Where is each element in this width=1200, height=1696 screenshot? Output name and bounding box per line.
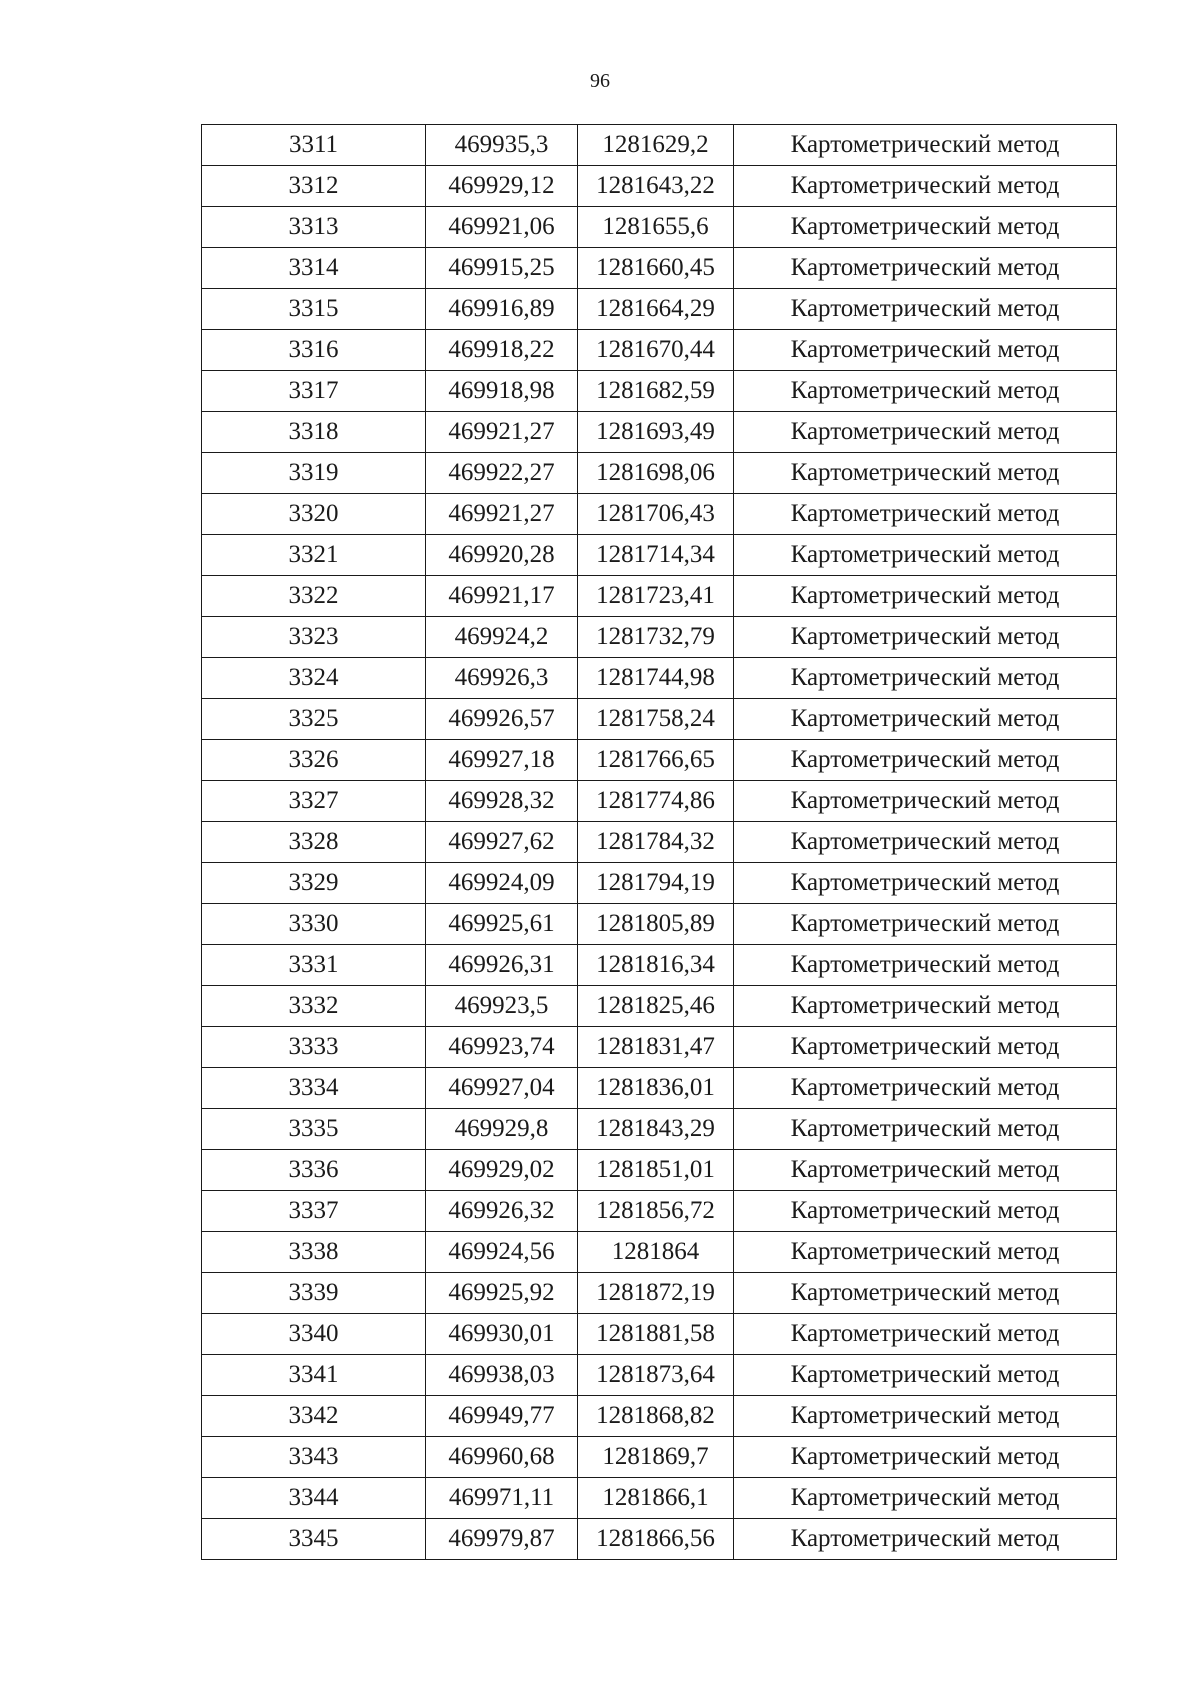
table-row (202, 1191, 1117, 1232)
point-number-cell: 3339 (202, 1273, 426, 1314)
method-cell: Картометрический метод (734, 904, 1117, 945)
method-cell: Картометрический метод (734, 863, 1117, 904)
table-row (202, 248, 1117, 289)
point-number-cell: 3325 (202, 699, 426, 740)
method-cell: Картометрический метод (734, 453, 1117, 494)
method-cell: Картометрический метод (734, 945, 1117, 986)
y-coordinate-cell: 1281805,89 (578, 904, 734, 945)
y-coordinate-cell: 1281873,64 (578, 1355, 734, 1396)
coordinates-table (201, 124, 1117, 1560)
y-coordinate-cell: 1281670,44 (578, 330, 734, 371)
x-coordinate-cell: 469918,98 (426, 371, 578, 412)
x-coordinate-cell: 469926,32 (426, 1191, 578, 1232)
table-row (202, 986, 1117, 1027)
point-number-cell: 3337 (202, 1191, 426, 1232)
table-row (202, 1519, 1117, 1560)
point-number-cell: 3331 (202, 945, 426, 986)
method-cell: Картометрический метод (734, 330, 1117, 371)
y-coordinate-cell: 1281836,01 (578, 1068, 734, 1109)
method-cell: Картометрический метод (734, 371, 1117, 412)
point-number-cell: 3327 (202, 781, 426, 822)
point-number-cell: 3338 (202, 1232, 426, 1273)
method-cell: Картометрический метод (734, 125, 1117, 166)
y-coordinate-cell: 1281643,22 (578, 166, 734, 207)
point-number-cell: 3312 (202, 166, 426, 207)
method-cell: Картометрический метод (734, 1437, 1117, 1478)
point-number-cell: 3319 (202, 453, 426, 494)
method-cell: Картометрический метод (734, 1478, 1117, 1519)
table-row (202, 1355, 1117, 1396)
table-row (202, 822, 1117, 863)
method-cell: Картометрический метод (734, 740, 1117, 781)
point-number-cell: 3326 (202, 740, 426, 781)
table-row (202, 1232, 1117, 1273)
y-coordinate-cell: 1281816,34 (578, 945, 734, 986)
point-number-cell: 3329 (202, 863, 426, 904)
method-cell: Картометрический метод (734, 1314, 1117, 1355)
y-coordinate-cell: 1281856,72 (578, 1191, 734, 1232)
x-coordinate-cell: 469971,11 (426, 1478, 578, 1519)
y-coordinate-cell: 1281851,01 (578, 1150, 734, 1191)
y-coordinate-cell: 1281866,1 (578, 1478, 734, 1519)
x-coordinate-cell: 469935,3 (426, 125, 578, 166)
point-number-cell: 3323 (202, 617, 426, 658)
y-coordinate-cell: 1281869,7 (578, 1437, 734, 1478)
point-number-cell: 3330 (202, 904, 426, 945)
table-row (202, 699, 1117, 740)
x-coordinate-cell: 469929,8 (426, 1109, 578, 1150)
point-number-cell: 3335 (202, 1109, 426, 1150)
y-coordinate-cell: 1281784,32 (578, 822, 734, 863)
x-coordinate-cell: 469922,27 (426, 453, 578, 494)
coordinates-table-body (202, 125, 1117, 1560)
table-row (202, 371, 1117, 412)
x-coordinate-cell: 469921,17 (426, 576, 578, 617)
point-number-cell: 3333 (202, 1027, 426, 1068)
method-cell: Картометрический метод (734, 494, 1117, 535)
x-coordinate-cell: 469921,27 (426, 412, 578, 453)
x-coordinate-cell: 469918,22 (426, 330, 578, 371)
method-cell: Картометрический метод (734, 1355, 1117, 1396)
table-row (202, 1273, 1117, 1314)
table-row (202, 289, 1117, 330)
table-row (202, 658, 1117, 699)
table-row (202, 740, 1117, 781)
point-number-cell: 3320 (202, 494, 426, 535)
x-coordinate-cell: 469921,06 (426, 207, 578, 248)
table-row (202, 1396, 1117, 1437)
x-coordinate-cell: 469926,3 (426, 658, 578, 699)
method-cell: Картометрический метод (734, 1068, 1117, 1109)
point-number-cell: 3332 (202, 986, 426, 1027)
method-cell: Картометрический метод (734, 1273, 1117, 1314)
method-cell: Картометрический метод (734, 1396, 1117, 1437)
x-coordinate-cell: 469926,31 (426, 945, 578, 986)
x-coordinate-cell: 469949,77 (426, 1396, 578, 1437)
table-row (202, 1150, 1117, 1191)
method-cell: Картометрический метод (734, 781, 1117, 822)
table-row (202, 125, 1117, 166)
method-cell: Картометрический метод (734, 699, 1117, 740)
method-cell: Картометрический метод (734, 166, 1117, 207)
x-coordinate-cell: 469921,27 (426, 494, 578, 535)
point-number-cell: 3322 (202, 576, 426, 617)
point-number-cell: 3318 (202, 412, 426, 453)
table-row (202, 863, 1117, 904)
table-row (202, 617, 1117, 658)
point-number-cell: 3344 (202, 1478, 426, 1519)
table-row (202, 904, 1117, 945)
x-coordinate-cell: 469925,92 (426, 1273, 578, 1314)
x-coordinate-cell: 469929,02 (426, 1150, 578, 1191)
table-row (202, 945, 1117, 986)
method-cell: Картометрический метод (734, 1027, 1117, 1068)
x-coordinate-cell: 469925,61 (426, 904, 578, 945)
table-row (202, 535, 1117, 576)
y-coordinate-cell: 1281864 (578, 1232, 734, 1273)
table-row (202, 453, 1117, 494)
method-cell: Картометрический метод (734, 822, 1117, 863)
table-row (202, 412, 1117, 453)
point-number-cell: 3314 (202, 248, 426, 289)
method-cell: Картометрический метод (734, 617, 1117, 658)
table-row (202, 330, 1117, 371)
y-coordinate-cell: 1281774,86 (578, 781, 734, 822)
table-row (202, 1109, 1117, 1150)
x-coordinate-cell: 469924,2 (426, 617, 578, 658)
x-coordinate-cell: 469915,25 (426, 248, 578, 289)
y-coordinate-cell: 1281655,6 (578, 207, 734, 248)
point-number-cell: 3315 (202, 289, 426, 330)
y-coordinate-cell: 1281693,49 (578, 412, 734, 453)
x-coordinate-cell: 469927,04 (426, 1068, 578, 1109)
method-cell: Картометрический метод (734, 576, 1117, 617)
y-coordinate-cell: 1281825,46 (578, 986, 734, 1027)
y-coordinate-cell: 1281706,43 (578, 494, 734, 535)
method-cell: Картометрический метод (734, 1150, 1117, 1191)
method-cell: Картометрический метод (734, 1519, 1117, 1560)
point-number-cell: 3313 (202, 207, 426, 248)
x-coordinate-cell: 469927,18 (426, 740, 578, 781)
method-cell: Картометрический метод (734, 1191, 1117, 1232)
point-number-cell: 3341 (202, 1355, 426, 1396)
y-coordinate-cell: 1281732,79 (578, 617, 734, 658)
y-coordinate-cell: 1281758,24 (578, 699, 734, 740)
table-row (202, 494, 1117, 535)
table-row (202, 1437, 1117, 1478)
point-number-cell: 3328 (202, 822, 426, 863)
y-coordinate-cell: 1281682,59 (578, 371, 734, 412)
x-coordinate-cell: 469928,32 (426, 781, 578, 822)
x-coordinate-cell: 469929,12 (426, 166, 578, 207)
method-cell: Картометрический метод (734, 412, 1117, 453)
y-coordinate-cell: 1281881,58 (578, 1314, 734, 1355)
method-cell: Картометрический метод (734, 658, 1117, 699)
y-coordinate-cell: 1281872,19 (578, 1273, 734, 1314)
table-row (202, 781, 1117, 822)
method-cell: Картометрический метод (734, 289, 1117, 330)
point-number-cell: 3334 (202, 1068, 426, 1109)
table-row (202, 166, 1117, 207)
x-coordinate-cell: 469916,89 (426, 289, 578, 330)
y-coordinate-cell: 1281843,29 (578, 1109, 734, 1150)
page-number: 96 (590, 70, 610, 92)
x-coordinate-cell: 469923,5 (426, 986, 578, 1027)
y-coordinate-cell: 1281766,65 (578, 740, 734, 781)
table-row (202, 1478, 1117, 1519)
point-number-cell: 3317 (202, 371, 426, 412)
point-number-cell: 3321 (202, 535, 426, 576)
y-coordinate-cell: 1281868,82 (578, 1396, 734, 1437)
point-number-cell: 3336 (202, 1150, 426, 1191)
x-coordinate-cell: 469924,56 (426, 1232, 578, 1273)
method-cell: Картометрический метод (734, 1232, 1117, 1273)
x-coordinate-cell: 469924,09 (426, 863, 578, 904)
y-coordinate-cell: 1281744,98 (578, 658, 734, 699)
table-row (202, 1314, 1117, 1355)
y-coordinate-cell: 1281714,34 (578, 535, 734, 576)
method-cell: Картометрический метод (734, 1109, 1117, 1150)
y-coordinate-cell: 1281698,06 (578, 453, 734, 494)
table-row (202, 576, 1117, 617)
y-coordinate-cell: 1281664,29 (578, 289, 734, 330)
x-coordinate-cell: 469920,28 (426, 535, 578, 576)
method-cell: Картометрический метод (734, 986, 1117, 1027)
method-cell: Картометрический метод (734, 535, 1117, 576)
x-coordinate-cell: 469927,62 (426, 822, 578, 863)
x-coordinate-cell: 469926,57 (426, 699, 578, 740)
point-number-cell: 3340 (202, 1314, 426, 1355)
point-number-cell: 3311 (202, 125, 426, 166)
point-number-cell: 3345 (202, 1519, 426, 1560)
table-row (202, 1027, 1117, 1068)
x-coordinate-cell: 469979,87 (426, 1519, 578, 1560)
x-coordinate-cell: 469960,68 (426, 1437, 578, 1478)
y-coordinate-cell: 1281629,2 (578, 125, 734, 166)
method-cell: Картометрический метод (734, 207, 1117, 248)
y-coordinate-cell: 1281831,47 (578, 1027, 734, 1068)
x-coordinate-cell: 469930,01 (426, 1314, 578, 1355)
x-coordinate-cell: 469923,74 (426, 1027, 578, 1068)
point-number-cell: 3343 (202, 1437, 426, 1478)
y-coordinate-cell: 1281660,45 (578, 248, 734, 289)
method-cell: Картометрический метод (734, 248, 1117, 289)
table-row (202, 1068, 1117, 1109)
x-coordinate-cell: 469938,03 (426, 1355, 578, 1396)
point-number-cell: 3342 (202, 1396, 426, 1437)
y-coordinate-cell: 1281866,56 (578, 1519, 734, 1560)
y-coordinate-cell: 1281723,41 (578, 576, 734, 617)
y-coordinate-cell: 1281794,19 (578, 863, 734, 904)
table-row (202, 207, 1117, 248)
point-number-cell: 3324 (202, 658, 426, 699)
point-number-cell: 3316 (202, 330, 426, 371)
